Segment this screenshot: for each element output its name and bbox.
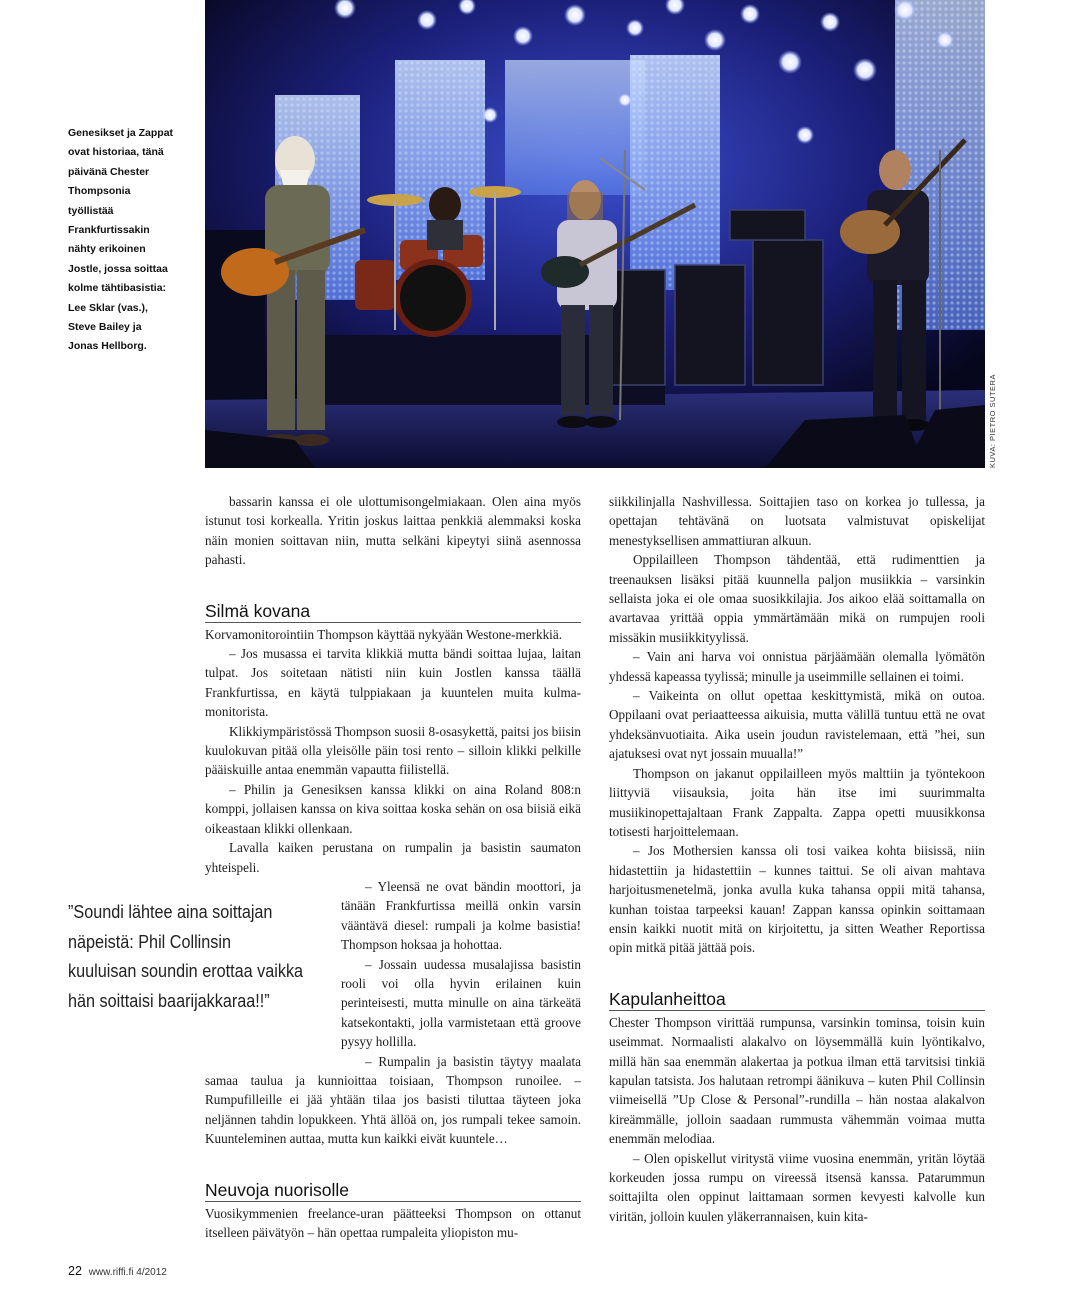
caption-line: Thompsonia xyxy=(68,185,131,198)
paragraph: Oppilailleen Thompson tähdentää, että rudimenttien ja treenauksen lisäksi pitää kuunnella paljon musiikkia – varsinkin sellaista joka ei ole omaa suosikkilajia. Jos aikoo elää soittamalla on avartavaa yrittää oppia ymmärtämään mikä on rumpujen rooli missäkin musiikkityylissä. xyxy=(609,552,985,645)
paragraph: – Jossain uudessa musalajissa basistin rooli voi olla hyvin erilainen kuin perinteisesti, mutta minulle on aina tärkeätä katsekontakti, jolla varmistetaan että groove pysyy hollilla. xyxy=(341,956,581,1050)
caption-line: nähty erikoinen xyxy=(68,243,146,256)
paragraph: Lavalla kaiken perustana on rumpalin ja basistin saumaton yhteispeli. xyxy=(205,840,581,875)
caption-line: Genesikset ja Zappat xyxy=(68,127,174,139)
paragraph: – Vain ani harva voi onnistua pärjäämään olemalla lyömätön yhdessä kapeassa tyylissä; minulle ja useimmille sellainen ei toimi. xyxy=(609,649,985,684)
stage-illustration xyxy=(205,0,985,468)
pull-quote xyxy=(68,898,311,1016)
paragraph: Korvamonitorointiin Thompson käyttää nykyään Westone-merkkiä. xyxy=(205,626,563,642)
publication-info: www.riffi.fi 4/2012 xyxy=(88,1267,167,1278)
paragraph: Chester Thompson virittää rumpunsa, varsinkin tominsa, toisin kuin useimmat. Normaalisti alakalvo on löysemmällä kuin lyöntikalvo, millä hän saa enemmän alakertaa ja potkua ilman että tarvitsisi tinkiä kapulan tatsista. Jos halutaan retrompi äänikuva – kuten Phil Collinsin viimeisellä ”Up Close & Personal”-rundilla – hän nostaa alakalvon kireämmälle, jolloin saadaan rummusta vähemmän voimaa mutta enemmän melodiaa. xyxy=(609,1014,985,1147)
article-column-right xyxy=(609,492,985,1226)
section-heading-kapulanheittoa: Kapulanheittoa xyxy=(609,989,985,1011)
pull-quote-line: kuuluisan soundin erottaa vaikka xyxy=(68,961,304,981)
paragraph: – Philin ja Genesiksen kanssa klikki on aina Roland 808:n komppi, jollaisen kanssa on kiva soittaa koska sehän on osa biisiä eikä oikeastaan klikki ollenkaan. xyxy=(205,781,581,836)
section-heading-silma-kovana: Silmä kovana xyxy=(205,601,581,623)
article-column-left xyxy=(205,492,581,1242)
paragraph: – Olen opiskellut viritystä viime vuosina enemmän, yritän löytää korkeuden jossa rumpu on vireessä itsensä kanssa. Patarummun soittajilta olen oppinut laittamaan sormen kevyesti kalvolle kun viritän, jolloin kuulen yläkerrannaisen, kuin kita- xyxy=(609,1150,985,1224)
photo-caption xyxy=(68,124,188,357)
paragraph: Vuosikymmenien freelance-uran päätteeksi Thompson on ottanut itselleen päivätyön – hän opettaa rumpaleita yliopiston mu- xyxy=(205,1205,581,1240)
paragraph: bassarin kanssa ei ole ulottumisongelmiakaan. Olen aina myös istunut tosi korkealla. Yritin joskus laittaa penkkiä alemmaksi koska näin monien soittavan niin, mutta selkäni kipeytyi siinä asennossa pahasti. xyxy=(205,494,581,568)
page-footer xyxy=(68,1264,167,1278)
paragraph: Thompson on jakanut oppilailleen myös malttiin ja työntekoon liittyviä viisauksia, joita hän itse imi suurimmalta musiikinopettajaltaan Frank Zappalta. Zappa opetti muusikkonsa totisesti harjoittelemaan. xyxy=(609,765,985,839)
photo-credit: KUVA: PIETRO SUTERA xyxy=(988,374,997,468)
caption-line: Lee Sklar (vas.), xyxy=(68,301,148,314)
caption-line: Steve Bailey ja xyxy=(68,321,142,334)
pull-quote-line: hän soittaisi baarijakkaraa!!” xyxy=(68,990,270,1011)
caption-line: työllistää xyxy=(68,204,114,217)
paragraph: – Jos musassa ei tarvita klikkiä mutta bändi soittaa lujaa, laitan tulpat. Jos soitetaan nätisti niin kuin Jostlen kanssa täällä Frankfurtissa, en käytä tulppiakaan ja kuuntelen muita kulma-monitorista. xyxy=(205,646,581,720)
caption-line: päivänä Chester xyxy=(68,165,150,178)
pull-quote-line: näpeistä: Phil Collinsin xyxy=(68,931,231,952)
caption-line: Jostle, jossa soittaa xyxy=(68,262,168,275)
paragraph: – Yleensä ne ovat bändin moottori, ja tänään Frankfurtissa meillä onkin varsin vääntävä diesel: rumpali ja kolme basistia! Thompson hoksaa ja hohottaa. xyxy=(341,878,581,953)
caption-line: Jonas Hellborg. xyxy=(68,340,147,353)
paragraph: Klikkiympäristössä Thompson suosii 8-osasykettä, paitsi jos biisin kuulokuvan pitää olla yleisölle päin tosi rento – silloin klikki pelkille pääiskuille antaa enemmän vapautta fiilistellä. xyxy=(205,723,581,778)
page-number: 22 xyxy=(68,1264,82,1278)
concert-photo xyxy=(205,0,985,468)
caption-line: Frankfurtissakin xyxy=(68,224,150,237)
caption-line: ovat historiaa, tänä xyxy=(68,146,164,159)
pull-quote-line: ”Soundi lähtee aina soittajan xyxy=(68,902,273,922)
paragraph: – Jos Mothersien kanssa oli tosi vaikea kohta biisissä, niin hidastettiin ja hidastettiin – kunnes taittui. Se oli aivan mahtava harjoitusmenetelmä, jonka avulla kuka tahansa oppii mitä tahansa, kunhan toistaa tarpeeksi kauan! Zappan kanssa opinkin soittamaan ensin kaikki nuotit mitä on kirjoitettu, ja sitten Weather Reportissa opin mitkä pitää jättää pois. xyxy=(609,843,985,956)
caption-line: kolme tähtibasistia: xyxy=(68,282,167,295)
paragraph: – Vaikeinta on ollut opettaa keskittymistä, mikä on outoa. Oppilaani ovat periaatteessa aikuisia, mutta välillä tuntuu että ne ovat yhdeksänvuotiaita. Aika usein joudun ravistelemaan, että ”hei, sun ajatuksesi ovat nyt jossain muualla!” xyxy=(609,688,985,762)
section-heading-neuvoja-nuorisolle: Neuvoja nuorisolle xyxy=(205,1180,581,1202)
paragraph: – Rumpalin ja basistin täytyy maalata samaa taulua ja kunnioittaa toisiaan, Thompson runoilee. – Rumpufilleille ei jää yhtään tilaa jos basisti tiluttaa täyteen joka neljännen tahdin lopukkeen. Yhtä ällöä on, jos rumpali tekee samoin. Kuunteleminen auttaa, mutta kun kaikki eivät kuuntele… xyxy=(205,1053,581,1147)
paragraph: siikkilinjalla Nashvillessa. Soittajien taso on korkea jo tullessa, ja opettajan tehtävänä on luotsata valmistuvat opiskelijat menestyksellisen ammattiuran alkuun. xyxy=(609,494,985,548)
